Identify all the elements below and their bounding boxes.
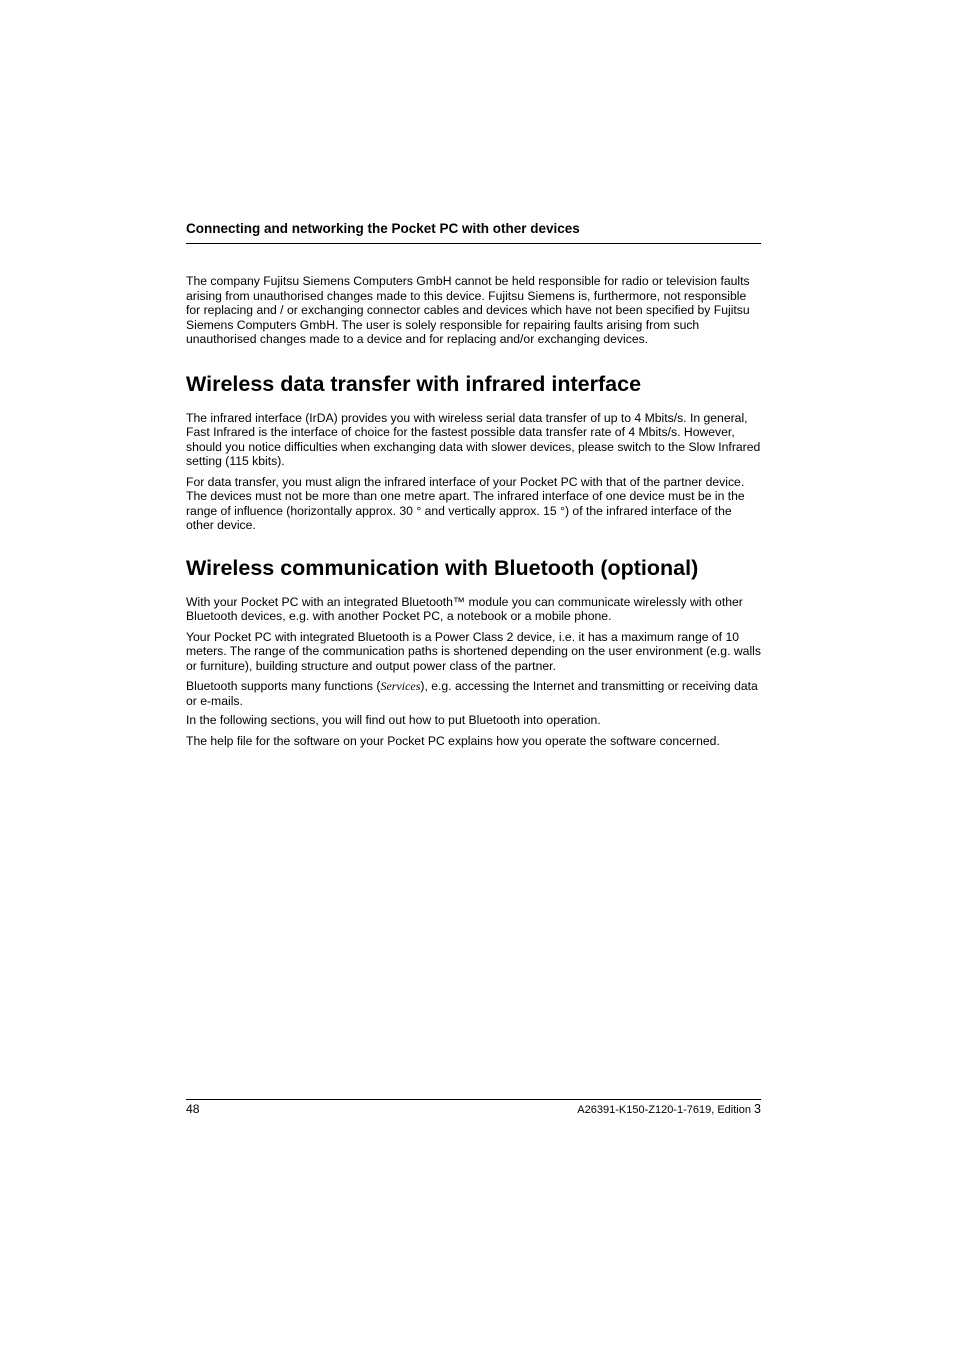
- disclaimer-paragraph: The company Fujitsu Siemens Computers GmbH cannot be held responsible for radio or television faults arising from unauthorised changes made to this device. Fujitsu Siemens is, furthermore, not responsible for replacing and / or exchanging connector cables and devices which have not been specified by Fujitsu Siemens Computers GmbH. The user is solely responsible for repairing faults arising from such unauthorised changes made to a device and for replacing and/or exchanging devices.: [186, 274, 750, 346]
- bluetooth-heading: Wireless communication with Bluetooth (optional): [186, 555, 699, 580]
- bluetooth-paragraph-3: [186, 679, 761, 708]
- page-content: [186, 274, 761, 754]
- services-term: Services: [380, 679, 421, 693]
- bluetooth-p3-before: Bluetooth supports many functions (: [186, 679, 381, 693]
- bluetooth-paragraph-2: Your Pocket PC with integrated Bluetooth is a Power Class 2 device, i.e. it has a maximum range of 10 meters. The range of the communication paths is shortened depending on the user environment (e.g. walls or furniture), building structure and output power class of the partner.: [186, 629, 761, 673]
- bluetooth-p3-after: ), e.g. accessing the Internet and transmitting or receiving data or e-mails.: [186, 679, 758, 708]
- document-id: [577, 1101, 761, 1118]
- infrared-paragraph-2: For data transfer, you must align the infrared interface of your Pocket PC with that of the partner device. The devices must not be more than one metre apart. The infrared interface of one device must be in the range of influence (horizontally approx. 30 ° and vertically approx. 15 °) of the infrared interface of the other device.: [186, 474, 745, 532]
- infrared-paragraph-1: The infrared interface (IrDA) provides you with wireless serial data transfer of up to 4 Mbits/s. In general, Fast Infrared is the interface of choice for the fastest possible data transfer rate of 4 Mbits/s. However, should you notice difficulties when exchanging data with slower devices, please switch to the Slow Infrared setting (115 kbits).: [186, 410, 761, 468]
- infrared-heading: Wireless data transfer with infrared interface: [186, 371, 642, 396]
- page-number: 48: [186, 1102, 200, 1116]
- bluetooth-paragraph-4: In the following sections, you will find out how to put Bluetooth into operation.: [186, 713, 601, 727]
- footer-rule: [186, 1099, 761, 1100]
- running-header: Connecting and networking the Pocket PC with other devices: [186, 221, 580, 236]
- header-rule: [186, 243, 761, 244]
- document-id-text: A26391-K150-Z120-1-7619, Edition: [577, 1104, 751, 1116]
- bluetooth-paragraph-5: The help file for the software on your Pocket PC explains how you operate the software concerned.: [186, 733, 720, 748]
- edition-number: 3: [754, 1102, 761, 1116]
- bluetooth-paragraph-1: With your Pocket PC with an integrated Bluetooth™ module you can communicate wirelessly with other Bluetooth devices, e.g. with another Pocket PC, a notebook or a mobile phone.: [186, 594, 743, 623]
